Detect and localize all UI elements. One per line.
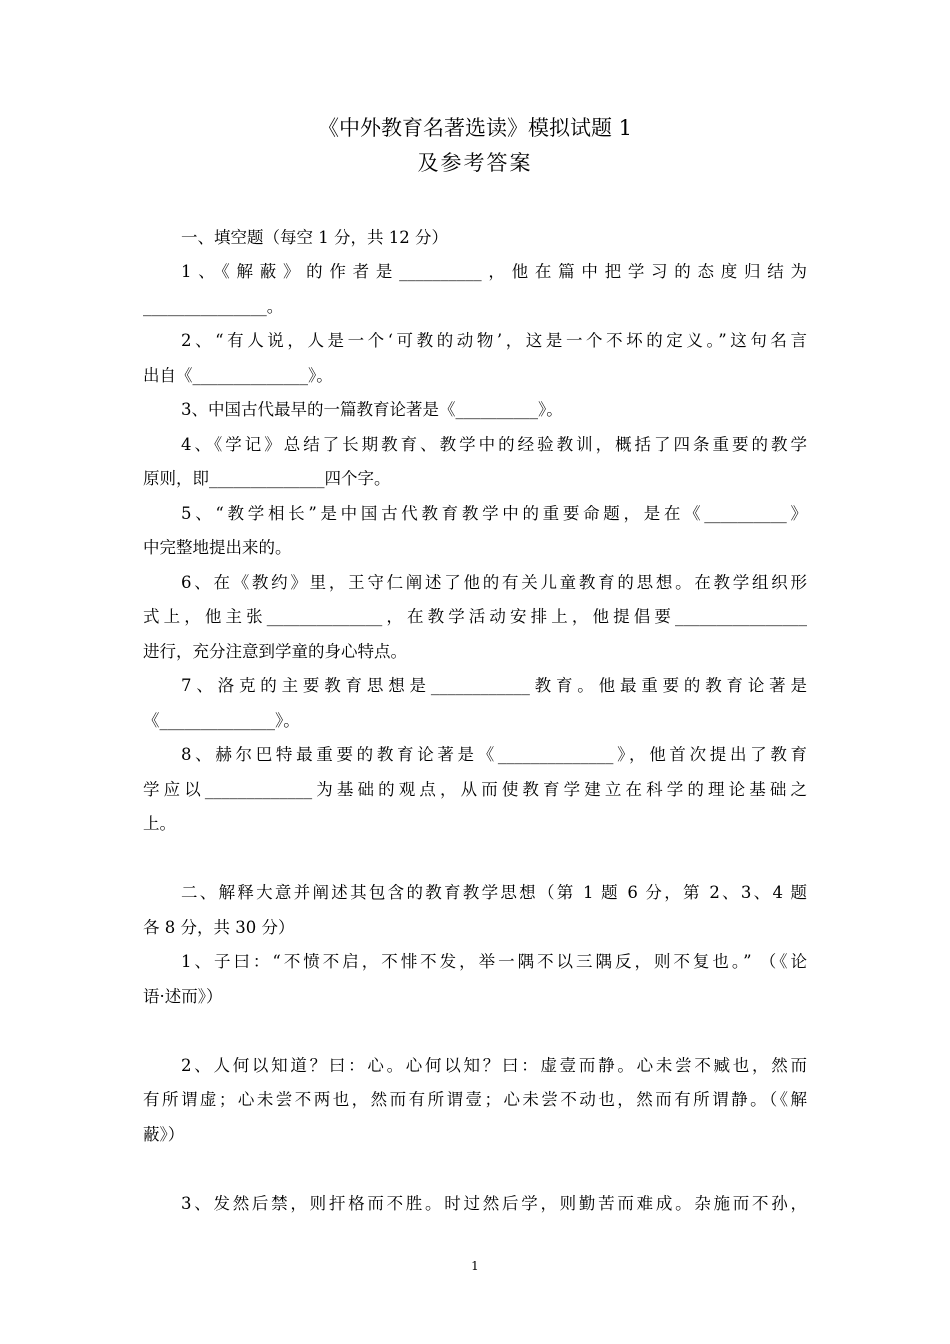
question-line: 2、“有人说，人是一个‘可教的动物’，这是一个不坏的定义。”这句名言 [181,331,807,350]
question-line: 式上，他主张______________，在教学活动安排上，他提倡要________________ [143,607,807,626]
question-line: _______________。 [143,297,284,316]
question-line: 上。 [143,814,176,833]
question-line: 3、中国古代最早的一篇教育论著是《__________》。 [181,400,563,419]
question-line: 7、洛克的主要教育思想是____________教育。他最重要的教育论著是 [181,676,807,695]
section-heading-fill-in: 一、填空题（每空 1 分，共 12 分） [181,228,448,247]
question-line: 3、发然后禁，则扞格而不胜。时过然后学，则勤苦而难成。杂施而不孙， [181,1194,807,1213]
question-line: 4、《学记》总结了长期教育、教学中的经验教训，概括了四条重要的教学 [181,435,807,454]
question-line: 蔽》） [143,1125,185,1144]
question-line: 1、子曰：“不愤不启，不悱不发，举一隅不以三隅反，则不复也。” （《论 [181,952,807,971]
question-line: 语·述而》） [143,987,223,1006]
question-line: 2、人何以知道？曰：心。心何以知？曰：虚壹而静。心未尝不臧也，然而 [181,1056,807,1075]
question-line: 《______________》。 [143,711,300,730]
section-heading-interpret: 各 8 分，共 30 分） [143,918,295,937]
document-title: 《中外教育名著选读》模拟试题 1 [317,116,633,140]
question-line: 进行，充分注意到学童的身心特点。 [143,642,407,661]
question-line: 6、在《教约》里，王守仁阐述了他的有关儿童教育的思想。在教学组织形 [181,573,807,592]
question-line: 原则，即______________四个字。 [143,469,391,488]
section-heading-interpret: 二、解释大意并阐述其包含的教育教学思想（第 1 题 6 分，第 2、3、4 题 [181,883,807,902]
page-number: 1 [471,1259,479,1273]
question-line: 出自《______________》。 [143,366,333,385]
document-subtitle: 及参考答案 [417,151,533,175]
question-line: 中完整地提出来的。 [143,538,292,557]
question-line: 8、赫尔巴特最重要的教育论著是《______________》，他首次提出了教育 [181,745,807,764]
question-line: 有所谓虚；心未尝不两也，然而有所谓壹；心未尝不动也，然而有所谓静。（《解 [143,1090,807,1109]
question-line: 5、“教学相长”是中国古代教育教学中的重要命题，是在《__________》 [181,504,807,523]
question-line: 学应以_____________为基础的观点，从而使教育学建立在科学的理论基础之 [143,780,807,799]
question-line: 1、《解蔽》的作者是__________，他在篇中把学习的态度归结为 [181,262,807,281]
